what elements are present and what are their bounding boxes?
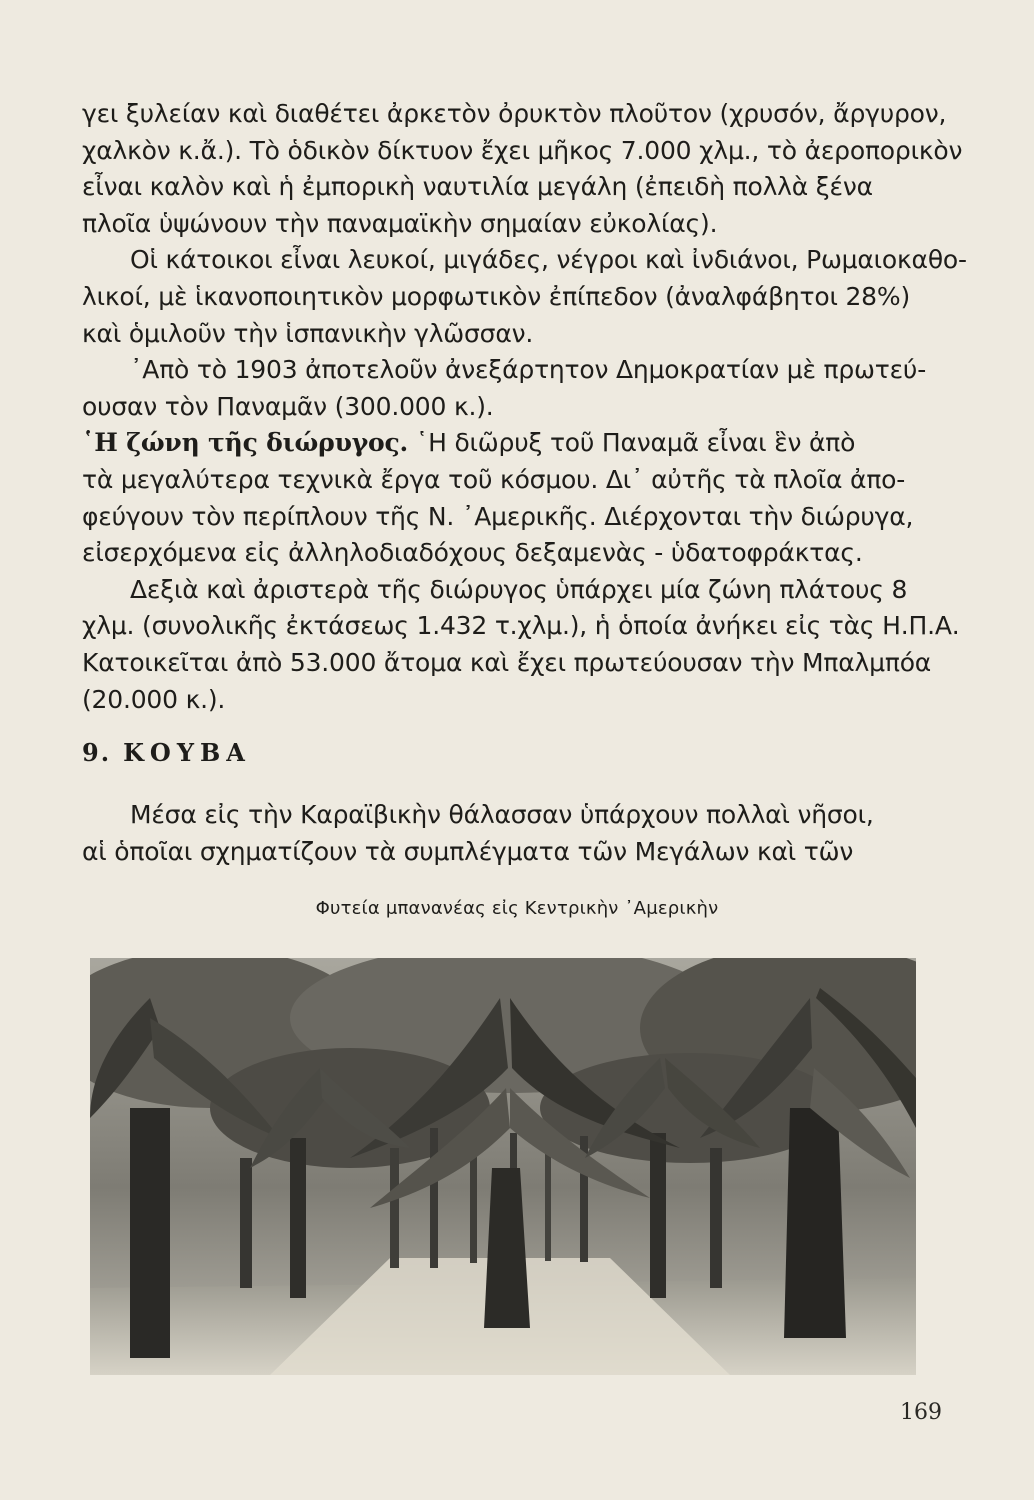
text-line: γει ξυλείαν καὶ διαθέτει ἀρκετὸν ὀρυκτὸν πλοῦτον (χρυσόν, ἄργυρον, <box>82 99 947 128</box>
section-body-text <box>82 796 918 869</box>
text-line: Δεξιὰ καὶ ἀριστερὰ τῆς διώρυγος ὑπάρχει μία ζώνη πλάτους 8 <box>130 574 908 604</box>
text-line: Οἱ κάτοικοι εἶναι λευκοί, μιγάδες, νέγροι καὶ ἰνδιάνοι, Ρωμαιοκαθο- <box>130 245 967 275</box>
text-line: (20.000 κ.). <box>82 684 226 714</box>
text-line: καὶ ὁμιλοῦν τὴν ἱσπανικὴν γλῶσσαν. <box>82 318 534 348</box>
text-line: χλμ. (συνολικῆς ἐκτάσεως 1.432 τ.χλμ.), ἡ ὁποία ἀνήκει εἰς τὰς Η.Π.Α. <box>82 611 960 641</box>
text-line: φεύγουν τὸν περίπλουν τῆς Ν. ᾿Αμερικῆς. Διέρχονται τὴν διώρυγα, <box>82 501 914 531</box>
text-line: αἱ ὁποῖαι σχηματίζουν τὰ συμπλέγματα τῶν Μεγάλων καὶ τῶν <box>82 836 854 866</box>
section-number: 9. <box>82 738 112 767</box>
section-heading <box>82 738 251 767</box>
body-text <box>82 96 967 718</box>
text-line <box>82 425 918 462</box>
text-line: Κατοικεῖται ἀπὸ 53.000 ἄτομα καὶ ἔχει πρωτεύουσαν τὴν Μπαλμπόα <box>82 647 932 677</box>
text-line: ουσαν τὸν Παναμᾶν (300.000 κ.). <box>82 391 494 421</box>
text-line: Μέσα εἰς τὴν Καραϊβικὴν θάλασσαν ὑπάρχουν πολλαὶ νῆσοι, <box>130 800 874 829</box>
text-line: λικοί, μὲ ἱκανοποιητικὸν μορφωτικὸν ἐπίπεδον (ἀναλφάβητοι 28%) <box>82 281 910 311</box>
text-line: εἶναι καλὸν καὶ ἡ ἐμπορικὴ ναυτιλία μεγάλη (ἐπειδὴ πολλὰ ξένα <box>82 172 873 202</box>
page-number: 169 <box>900 1400 942 1425</box>
text-line: χαλκὸν κ.ἄ.). Τὸ ὁδικὸν δίκτυον ἔχει μῆκος 7.000 χλμ., τὸ ἀεροπορικὸν <box>82 135 963 165</box>
figure-caption: Φυτεία μπανανέας εἰς Κεντρικὴν ᾿Αμερικὴν <box>315 898 719 919</box>
text-line: ᾿Απὸ τὸ 1903 ἀποτελοῦν ἀνεξάρτητον Δημοκρατίαν μὲ πρωτεύ- <box>130 355 927 385</box>
text-line: εἰσερχόμενα εἰς ἀλληλοδιαδόχους δεξαμενὰς - ὑδατοφράκτας. <box>82 538 863 568</box>
text-line: πλοῖα ὑψώνουν τὴν παναμαϊκὴν σημαίαν εὐκολίας). <box>82 208 718 238</box>
text-line: τὰ μεγαλύτερα τεχνικὰ ἔργα τοῦ κόσμου. Δι᾿ αὐτῆς τὰ πλοῖα ἀπο- <box>82 464 906 494</box>
section-title: ΚΟΥΒΑ <box>123 738 251 767</box>
subsection-title: ῾Η ζώνη τῆς διώρυγος. <box>82 428 409 458</box>
banana-plantation-photo <box>90 958 916 1375</box>
text-run: ῾Η διῶρυξ τοῦ Παναμᾶ εἶναι ἓν ἀπὸ <box>408 428 856 458</box>
photo-illustration <box>90 958 916 1375</box>
